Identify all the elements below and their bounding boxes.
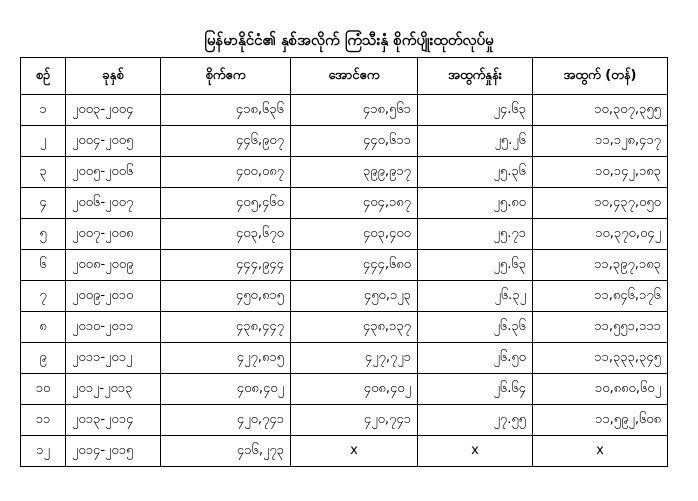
cell-yield-rate: ၂၅.၈၀ <box>418 188 533 219</box>
table-row <box>21 250 668 281</box>
cell-yield-rate: ၂၅.၃၆ <box>418 157 533 188</box>
cell-serial-no: ၇ <box>21 281 66 312</box>
header-production-tons: အထွက် (တန်) <box>533 58 668 95</box>
cell-year: ၂၀၀၇-၂၀၀၈ <box>66 219 161 250</box>
cell-sown-acres: ၄၃၈,၄၄၇ <box>161 312 291 343</box>
cell-production-tons: ၁၁,၃၃၃,၃၄၅ <box>533 343 668 374</box>
table-row <box>21 95 668 126</box>
cell-harvested-acres: ၄၁၈,၅၆၁ <box>291 95 418 126</box>
cell-production-tons: ၁၀,၁၄၂,၁၈၃ <box>533 157 668 188</box>
cell-sown-acres: ၄၀၃,၆၇၀ <box>161 219 291 250</box>
cell-production-tons: ၁၁,၈၄၆,၁၇၆ <box>533 281 668 312</box>
header-year: ခုနှစ် <box>66 58 161 95</box>
cell-serial-no: ၄ <box>21 188 66 219</box>
header-harvested-acres: အောင်ဧက <box>291 58 418 95</box>
cell-year: ၂၀၀၈-၂၀၀၉ <box>66 250 161 281</box>
cell-yield-rate: ၂၇.၅၅ <box>418 405 533 436</box>
cell-yield-rate: ၂၆.၃၆ <box>418 312 533 343</box>
table-row <box>21 374 668 405</box>
cell-harvested-acres: ၃၉၉,၉၁၇ <box>291 157 418 188</box>
cell-sown-acres: ၄၁၈,၆၃၆ <box>161 95 291 126</box>
cell-yield-rate: ၂၆.၆၄ <box>418 374 533 405</box>
cell-serial-no: ၁၁ <box>21 405 66 436</box>
table-row <box>21 312 668 343</box>
cell-harvested-acres: ၄၀၈,၄၀၂ <box>291 374 418 405</box>
cell-harvested-acres: ၄၂၇,၇၂၁ <box>291 343 418 374</box>
cell-year: ၂၀၁၀-၂၀၁၁ <box>66 312 161 343</box>
cell-year: ၂၀၀၃-၂၀၀၄ <box>66 95 161 126</box>
cell-year: ၂၀၀၅-၂၀၀၆ <box>66 157 161 188</box>
cell-serial-no: ၁၀ <box>21 374 66 405</box>
data-table <box>20 57 668 467</box>
cell-sown-acres: ၄၂၀,၇၄၁ <box>161 405 291 436</box>
cell-year: ၂၀၀၉-၂၀၁၀ <box>66 281 161 312</box>
cell-serial-no: ၆ <box>21 250 66 281</box>
cell-sown-acres: ၄၁၆,၂၇၃ <box>161 436 291 467</box>
cell-serial-no: ၃ <box>21 157 66 188</box>
cell-year: ၂၀၀၄-၂၀၀၅ <box>66 126 161 157</box>
cell-sown-acres: ၄၄၆,၉၀၇ <box>161 126 291 157</box>
cell-harvested-acres: ၄၃၈,၁၃၇ <box>291 312 418 343</box>
cell-yield-rate: ၂၅.၂၆ <box>418 126 533 157</box>
cell-harvested-acres: ၄၂၀,၇၄၁ <box>291 405 418 436</box>
cell-year: ၂၀၁၂-၂၀၁၃ <box>66 374 161 405</box>
cell-production-tons: x <box>533 436 668 467</box>
cell-production-tons: ၁၀,၃၇၀,၀၄၂ <box>533 219 668 250</box>
cell-production-tons: ၁၁,၃၉၇,၁၈၃ <box>533 250 668 281</box>
cell-production-tons: ၁၀,၄၃၇,၀၅၀ <box>533 188 668 219</box>
header-yield-rate: အထွက်နှုန်း <box>418 58 533 95</box>
cell-sown-acres: ၄၄၄,၉၄၄ <box>161 250 291 281</box>
cell-production-tons: ၁၀,၈၈၀,၆၀၂ <box>533 374 668 405</box>
cell-serial-no: ၈ <box>21 312 66 343</box>
header-serial-no: စဉ် <box>21 58 66 95</box>
cell-harvested-acres: ၄၄၀,၆၁၁ <box>291 126 418 157</box>
cell-yield-rate: x <box>418 436 533 467</box>
cell-serial-no: ၅ <box>21 219 66 250</box>
cell-sown-acres: ၄၂၇,၈၁၅ <box>161 343 291 374</box>
cell-year: ၂၀၁၁-၂၀၁၂ <box>66 343 161 374</box>
table-row <box>21 405 668 436</box>
cell-harvested-acres: ၄၀၃,၄၀၀ <box>291 219 418 250</box>
cell-serial-no: ၁၂ <box>21 436 66 467</box>
header-sown-acres: စိုက်ဧက <box>161 58 291 95</box>
table-row <box>21 219 668 250</box>
cell-harvested-acres: ၄၅၀,၁၂၃ <box>291 281 418 312</box>
cell-harvested-acres: x <box>291 436 418 467</box>
cell-serial-no: ၂ <box>21 126 66 157</box>
cell-sown-acres: ၄၀၀,၀၈၇ <box>161 157 291 188</box>
cell-serial-no: ၁ <box>21 95 66 126</box>
table-row <box>21 157 668 188</box>
table-row <box>21 126 668 157</box>
table-row <box>21 343 668 374</box>
table-header-row <box>21 58 668 95</box>
cell-year: ၂၀၁၃-၂၀၁၄ <box>66 405 161 436</box>
cell-yield-rate: ၂၅.၇၁ <box>418 219 533 250</box>
cell-production-tons: ၁၀,၃၀၇,၃၅၅ <box>533 95 668 126</box>
cell-production-tons: ၁၁,၅၅၁,၁၁၁ <box>533 312 668 343</box>
cell-harvested-acres: ၄၄၄,၆၈၀ <box>291 250 418 281</box>
cell-year: ၂၀၁၄-၂၀၁၅ <box>66 436 161 467</box>
cell-year: ၂၀၀၆-၂၀၀၇ <box>66 188 161 219</box>
table-row <box>21 281 668 312</box>
cell-yield-rate: ၂၆.၅၀ <box>418 343 533 374</box>
cell-sown-acres: ၄၅၀,၈၁၅ <box>161 281 291 312</box>
cell-yield-rate: ၂၆.၃၂ <box>418 281 533 312</box>
page-title: မြန်မာနိုင်ငံ၏ နှစ်အလိုက် ကြံသီးနှံ စိုက်ပျိုးထုတ်လုပ်မှု <box>204 31 494 49</box>
cell-production-tons: ၁၁,၅၉၂,၆၀၈ <box>533 405 668 436</box>
table-row <box>21 436 668 467</box>
cell-production-tons: ၁၁,၁၂၈,၄၁၇ <box>533 126 668 157</box>
table-row <box>21 188 668 219</box>
cell-sown-acres: ၄၀၅,၄၆၀ <box>161 188 291 219</box>
cell-serial-no: ၉ <box>21 343 66 374</box>
cell-yield-rate: ၂၅.၆၃ <box>418 250 533 281</box>
cell-yield-rate: ၂၄.၆၃ <box>418 95 533 126</box>
cell-harvested-acres: ၄၀၄,၁၈၇ <box>291 188 418 219</box>
cell-sown-acres: ၄၀၈,၄၀၂ <box>161 374 291 405</box>
